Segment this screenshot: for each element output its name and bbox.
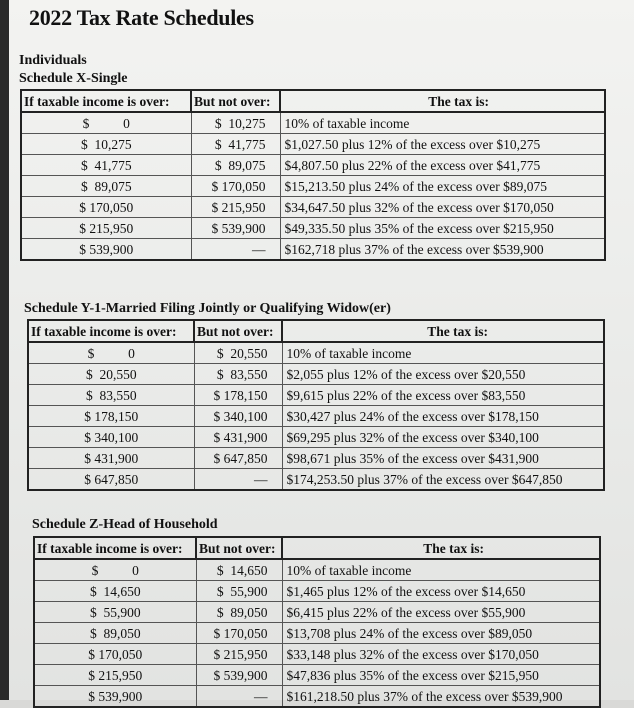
cell-not-over: —	[196, 686, 282, 708]
schedule-y1-title: Schedule Y-1-Married Filing Jointly or Qualifying Widow(er)	[24, 301, 391, 316]
cell-not-over: $ 41,775	[191, 134, 280, 155]
header-income-over: If taxable income is over:	[21, 90, 191, 112]
table-row	[34, 559, 600, 581]
schedule-y1-table	[27, 319, 605, 491]
cell-tax: 10% of taxable income	[282, 342, 604, 364]
cell-not-over: $ 647,850	[194, 448, 282, 469]
cell-tax: $13,708 plus 24% of the excess over $89,050	[282, 623, 600, 644]
cell-tax: $34,647.50 plus 32% of the excess over $170,050	[280, 197, 605, 218]
cell-not-over: $ 170,050	[196, 623, 282, 644]
cell-tax: $69,295 plus 32% of the excess over $340,100	[282, 427, 604, 448]
table-row	[28, 364, 604, 385]
header-tax-is: The tax is:	[282, 537, 600, 559]
table-row	[34, 644, 600, 665]
cell-not-over: $ 170,050	[191, 176, 280, 197]
table-row	[21, 218, 605, 239]
table-row	[21, 112, 605, 134]
cell-tax: $1,027.50 plus 12% of the excess over $10,275	[280, 134, 605, 155]
schedule-z-table	[33, 536, 601, 708]
table-row	[28, 342, 604, 364]
cell-income-over: $ 340,100	[28, 427, 194, 448]
header-tax-is: The tax is:	[282, 320, 604, 342]
cell-tax: $30,427 plus 24% of the excess over $178,150	[282, 406, 604, 427]
cell-income-over: $ 0	[28, 342, 194, 364]
cell-income-over: $ 178,150	[28, 406, 194, 427]
cell-tax: $161,218.50 plus 37% of the excess over $539,900	[282, 686, 600, 708]
cell-tax: $47,836 plus 35% of the excess over $215,950	[282, 665, 600, 686]
table-row	[21, 134, 605, 155]
table-row	[28, 385, 604, 406]
table-row	[34, 623, 600, 644]
cell-not-over: $ 431,900	[194, 427, 282, 448]
cell-income-over: $ 539,900	[34, 686, 196, 708]
header-not-over: But not over:	[196, 537, 282, 559]
schedule-x-title: Schedule X-Single	[19, 71, 128, 86]
cell-income-over: $ 431,900	[28, 448, 194, 469]
cell-income-over: $ 83,550	[28, 385, 194, 406]
table-row	[28, 448, 604, 469]
table-row	[34, 686, 600, 708]
cell-income-over: $ 55,900	[34, 602, 196, 623]
table-row	[34, 665, 600, 686]
cell-not-over: $ 55,900	[196, 581, 282, 602]
cell-tax: $4,807.50 plus 22% of the excess over $41,775	[280, 155, 605, 176]
table-row	[34, 581, 600, 602]
header-income-over: If taxable income is over:	[28, 320, 194, 342]
cell-not-over: $ 20,550	[194, 342, 282, 364]
cell-income-over: $ 0	[21, 112, 191, 134]
cell-tax: $15,213.50 plus 24% of the excess over $89,075	[280, 176, 605, 197]
cell-tax: $49,335.50 plus 35% of the excess over $215,950	[280, 218, 605, 239]
cell-not-over: $ 89,050	[196, 602, 282, 623]
table-row	[21, 239, 605, 261]
cell-tax: $174,253.50 plus 37% of the excess over $647,850	[282, 469, 604, 491]
cell-tax: 10% of taxable income	[282, 559, 600, 581]
document-page	[9, 0, 634, 704]
cell-not-over: $ 340,100	[194, 406, 282, 427]
cell-tax: $2,055 plus 12% of the excess over $20,550	[282, 364, 604, 385]
cell-not-over: $ 539,900	[191, 218, 280, 239]
table-row	[21, 176, 605, 197]
cell-income-over: $ 215,950	[34, 665, 196, 686]
cell-income-over: $ 647,850	[28, 469, 194, 491]
cell-tax: $98,671 plus 35% of the excess over $431,900	[282, 448, 604, 469]
page-title: 2022 Tax Rate Schedules	[29, 5, 254, 30]
cell-not-over: $ 539,900	[196, 665, 282, 686]
table-row	[28, 406, 604, 427]
cell-income-over: $ 41,775	[21, 155, 191, 176]
cell-income-over: $ 89,050	[34, 623, 196, 644]
schedule-z-title: Schedule Z-Head of Household	[32, 517, 218, 532]
header-tax-is: The tax is:	[280, 90, 605, 112]
cell-income-over: $ 20,550	[28, 364, 194, 385]
cell-tax: $1,465 plus 12% of the excess over $14,650	[282, 581, 600, 602]
table-row	[21, 155, 605, 176]
cell-tax: $6,415 plus 22% of the excess over $55,900	[282, 602, 600, 623]
photo-edge	[0, 0, 9, 700]
table-row	[34, 602, 600, 623]
table-row	[21, 197, 605, 218]
cell-not-over: $ 89,075	[191, 155, 280, 176]
cell-income-over: $ 215,950	[21, 218, 191, 239]
table-header-row	[28, 320, 604, 342]
cell-income-over: $ 170,050	[34, 644, 196, 665]
cell-not-over: $ 83,550	[194, 364, 282, 385]
cell-not-over: $ 215,950	[191, 197, 280, 218]
cell-income-over: $ 10,275	[21, 134, 191, 155]
table-header-row	[34, 537, 600, 559]
individuals-label: Individuals	[19, 53, 87, 68]
cell-not-over: —	[191, 239, 280, 261]
cell-tax: $33,148 plus 32% of the excess over $170,050	[282, 644, 600, 665]
cell-tax: $9,615 plus 22% of the excess over $83,550	[282, 385, 604, 406]
cell-not-over: $ 215,950	[196, 644, 282, 665]
cell-tax: $162,718 plus 37% of the excess over $539,900	[280, 239, 605, 261]
cell-income-over: $ 14,650	[34, 581, 196, 602]
header-income-over: If taxable income is over:	[34, 537, 196, 559]
schedule-x-table	[20, 89, 606, 261]
header-not-over: But not over:	[194, 320, 282, 342]
cell-not-over: $ 178,150	[194, 385, 282, 406]
cell-income-over: $ 539,900	[21, 239, 191, 261]
table-header-row	[21, 90, 605, 112]
cell-not-over: $ 14,650	[196, 559, 282, 581]
cell-income-over: $ 170,050	[21, 197, 191, 218]
cell-income-over: $ 0	[34, 559, 196, 581]
cell-not-over: $ 10,275	[191, 112, 280, 134]
table-row	[28, 427, 604, 448]
cell-income-over: $ 89,075	[21, 176, 191, 197]
table-row	[28, 469, 604, 491]
cell-tax: 10% of taxable income	[280, 112, 605, 134]
cell-not-over: —	[194, 469, 282, 491]
header-not-over: But not over:	[191, 90, 280, 112]
